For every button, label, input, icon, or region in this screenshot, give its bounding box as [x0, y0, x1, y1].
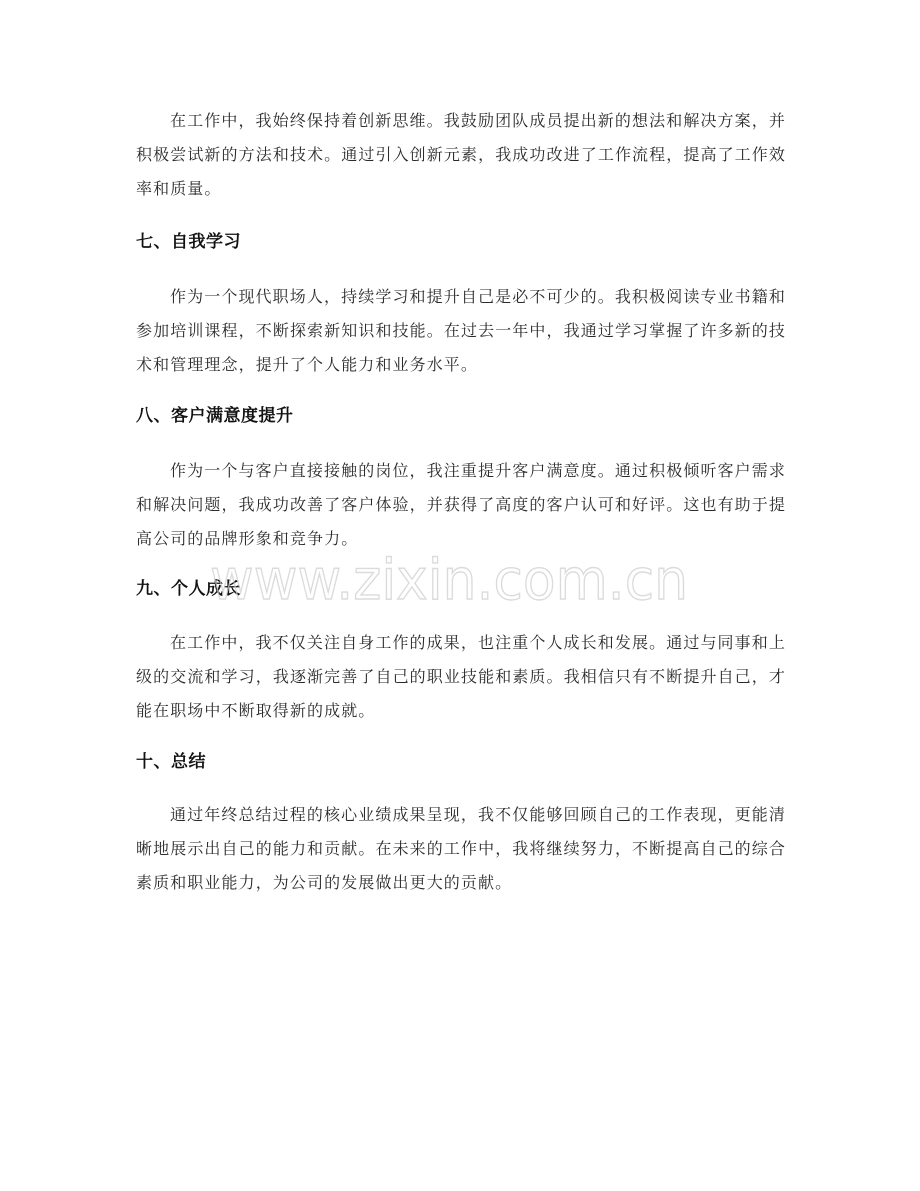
paragraph-self-learning: 作为一个现代职场人，持续学习和提升自己是必不可少的。我积极阅读专业书籍和参加培训课程，不断探索新知识和技能。在过去一年中，我通过学习掌握了许多新的技术和管理理念，提升了个人能力和业务水平。 [136, 287, 786, 374]
paragraph-customer-satisfaction: 作为一个与客户直接接触的岗位，我注重提升客户满意度。通过积极倾听客户需求和解决问题，我成功改善了客户体验，并获得了高度的客户认可和好评。这也有助于提高公司的品牌形象和竞争力。 [136, 461, 786, 548]
heading-self-learning: 七、自我学习 [136, 232, 241, 252]
paragraph-innovation: 在工作中，我始终保持着创新思维。我鼓励团队成员提出新的想法和解决方案，并积极尝试新的方法和技术。通过引入创新元素，我成功改进了工作流程，提高了工作效率和质量。 [136, 111, 786, 198]
heading-customer-satisfaction: 八、客户满意度提升 [136, 406, 294, 426]
paragraph-personal-growth: 在工作中，我不仅关注自身工作的成果，也注重个人成长和发展。通过与同事和上级的交流和学习，我逐渐完善了自己的职业技能和素质。我相信只有不断提升自己，才能在职场中不断取得新的成就。 [136, 633, 786, 720]
heading-personal-growth: 九、个人成长 [136, 579, 241, 599]
paragraph-summary: 通过年终总结过程的核心业绩成果呈现，我不仅能够回顾自己的工作表现，更能清晰地展示出自己的能力和贡献。在未来的工作中，我将继续努力，不断提高自己的综合素质和职业能力，为公司的发展做出更大的贡献。 [136, 805, 786, 892]
watermark-text: www.zixin.com.cn [210, 548, 688, 613]
heading-summary: 十、总结 [136, 752, 206, 772]
